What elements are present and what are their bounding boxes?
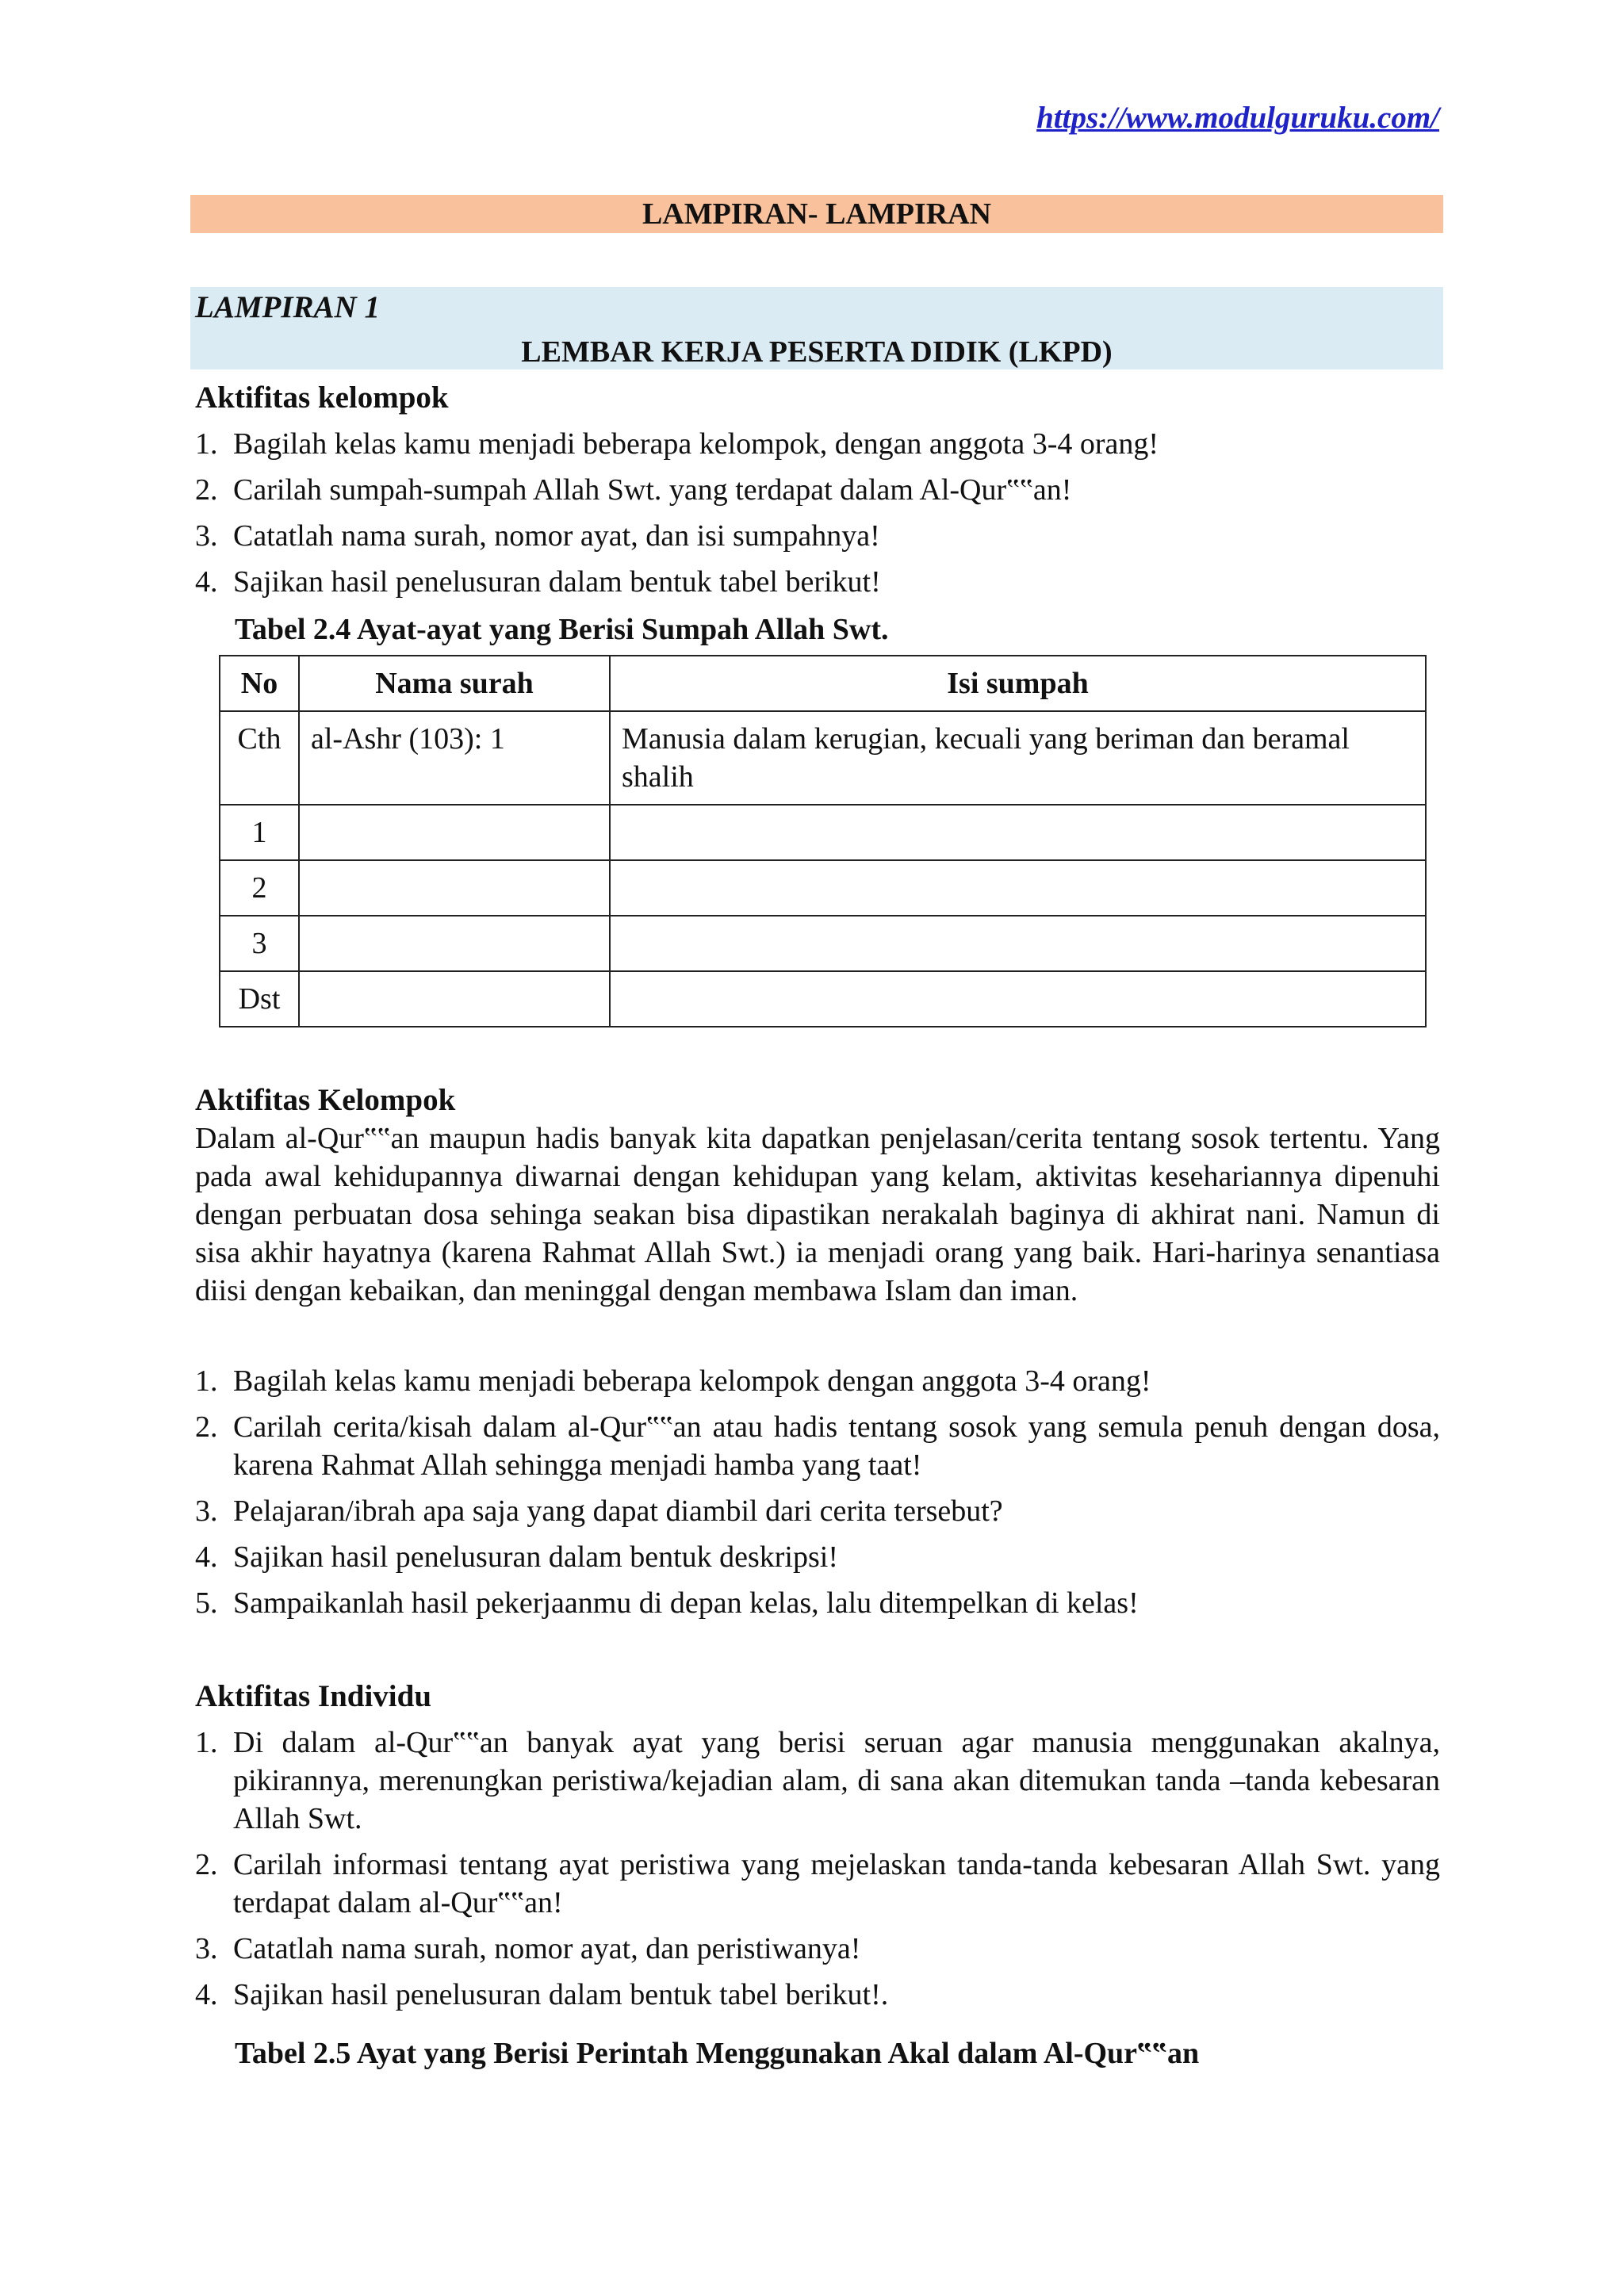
table-cell — [610, 805, 1426, 860]
list-item: 1. Bagilah kelas kamu menjadi beberapa kelompok dengan anggota 3-4 orang! — [195, 1364, 1151, 1398]
column-header: Nama surah — [299, 656, 610, 711]
table-cell — [299, 860, 610, 916]
table-cell: al-Ashr (103): 1 — [299, 711, 610, 805]
table-row — [220, 711, 1426, 805]
list-item: 3. Catatlah nama surah, nomor ayat, dan isi sumpahnya! — [195, 519, 880, 553]
table-cell — [610, 971, 1426, 1027]
list-item: 4. Sajikan hasil penelusuran dalam bentuk deskripsi! — [195, 1540, 838, 1574]
source-url-link[interactable]: https://www.modulguruku.com/ — [1036, 101, 1439, 135]
section3-list — [195, 1724, 1440, 2014]
list-item: 2. Carilah informasi tentang ayat peristiwa yang mejelaskan tanda-tanda kebesaran Allah Swt. yang terdapat dalam al-Qur‟‟an! — [195, 1848, 1440, 1919]
list-item: 2. Carilah cerita/kisah dalam al-Qur‟‟an atau hadis tentang sosok yang semula penuh dengan dosa, karena Rahmat Allah sehingga menjadi hamba yang taat! — [195, 1410, 1440, 1482]
list-item: 2. Carilah sumpah-sumpah Allah Swt. yang terdapat dalam Al-Qur‟‟an! — [195, 473, 1072, 507]
table-cell: 2 — [220, 860, 299, 916]
section3-heading: Aktifitas Individu — [195, 1679, 432, 1713]
table-row — [220, 916, 1426, 971]
table-cell — [299, 805, 610, 860]
table-2-4-caption: Tabel 2.4 Ayat-ayat yang Berisi Sumpah Allah Swt. — [235, 613, 889, 646]
column-header: No — [220, 656, 299, 711]
table-cell — [299, 916, 610, 971]
section2-paragraph: Dalam al-Qur‟‟an maupun hadis banyak kita dapatkan penjelasan/cerita tentang sosok tertentu. Yang pada awal kehidupannya diwarnai dengan kehidupan yang kelam, aktivitas kesehariannya dipenuhi dengan perbuatan dosa sehinga seakan bisa dipastikan nerakalah baginya di akhirat nani. Namun di sisa akhir hayatnya (karena Rahmat Allah Swt.) ia menjadi orang yang baik. Hari-harinya senantiasa diisi dengan kebaikan, dan meninggal dengan membawa Islam dan iman. — [195, 1122, 1440, 1307]
list-item: 4. Sajikan hasil penelusuran dalam bentuk tabel berikut! — [195, 565, 881, 599]
column-header: Isi sumpah — [610, 656, 1426, 711]
lampiran-label: LAMPIRAN 1 — [195, 290, 380, 324]
table-cell: Manusia dalam kerugian, kecuali yang beriman dan beramal shalih — [610, 711, 1426, 805]
appendix-title-banner: LAMPIRAN- LAMPIRAN — [190, 195, 1443, 233]
sumpah-table — [219, 655, 1427, 1027]
list-item: 4. Sajikan hasil penelusuran dalam bentuk tabel berikut!. — [195, 1978, 889, 2011]
lkpd-title: LEMBAR KERJA PESERTA DIDIK (LKPD) — [521, 335, 1113, 369]
list-item: 3. Catatlah nama surah, nomor ayat, dan peristiwanya! — [195, 1932, 861, 1965]
section2-list — [195, 1362, 1440, 1622]
table-cell — [610, 860, 1426, 916]
list-item: 5. Sampaikanlah hasil pekerjaanmu di depan kelas, lalu ditempelkan di kelas! — [195, 1586, 1139, 1620]
table-cell — [299, 971, 610, 1027]
list-item: 1. Bagilah kelas kamu menjadi beberapa kelompok, dengan anggota 3-4 orang! — [195, 427, 1159, 461]
section1-list — [195, 425, 1440, 601]
table-cell: Dst — [220, 971, 299, 1027]
section2-heading: Aktifitas Kelompok — [195, 1083, 456, 1117]
table-cell: 1 — [220, 805, 299, 860]
list-item: 3. Pelajaran/ibrah apa saja yang dapat diambil dari cerita tersebut? — [195, 1494, 1003, 1528]
table-cell: 3 — [220, 916, 299, 971]
table-row — [220, 805, 1426, 860]
table-2-5-caption: Tabel 2.5 Ayat yang Berisi Perintah Menggunakan Akal dalam Al-Qur‟‟an — [235, 2037, 1200, 2070]
table-header-row — [220, 656, 1426, 711]
table-row — [220, 971, 1426, 1027]
table-row — [220, 860, 1426, 916]
list-item: 1. Di dalam al-Qur‟‟an banyak ayat yang berisi seruan agar manusia menggunakan akalnya, pikirannya, merenungkan peristiwa/kejadian alam, di sana akan ditemukan tanda –tanda kebesaran Allah Swt. — [195, 1726, 1440, 1835]
section1-heading: Aktifitas kelompok — [195, 381, 449, 415]
table-cell: Cth — [220, 711, 299, 805]
table-cell — [610, 916, 1426, 971]
